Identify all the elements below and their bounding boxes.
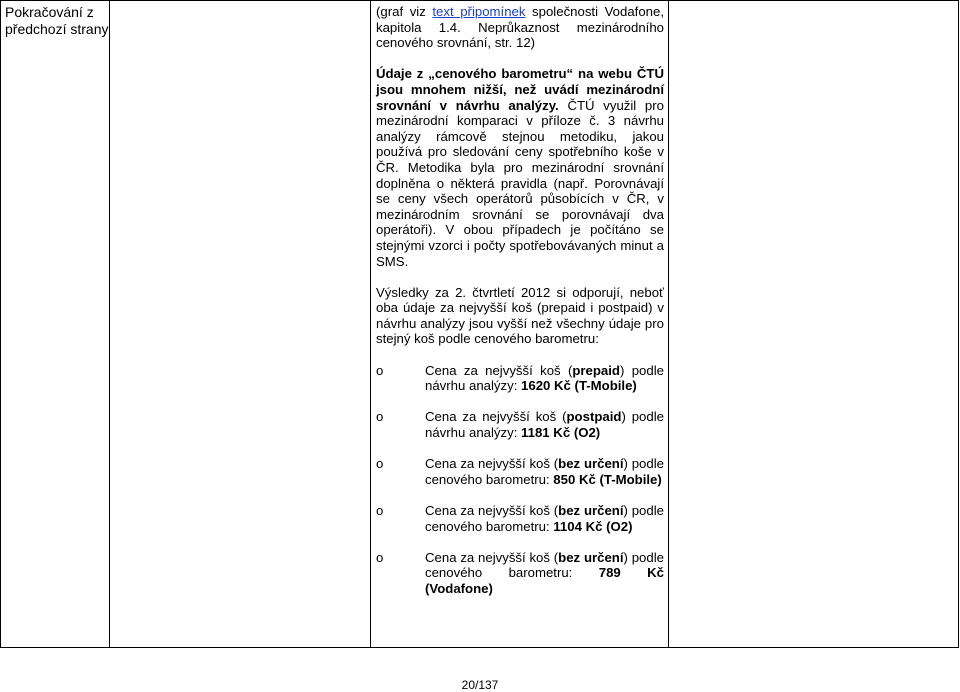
comments-link[interactable]: text připomínek: [432, 4, 526, 19]
bullet-icon: o: [376, 549, 384, 565]
price-value: 1181 Kč (O2): [521, 425, 601, 441]
barometer-paragraph: [376, 66, 664, 269]
intro-paragraph: (graf viz text připomínek společnosti Vodafone, kapitola 1.4. Neprůkaznost mezinárodního cenového srovnání, str. 12): [376, 4, 664, 51]
bullet-icon: o: [376, 362, 384, 378]
list-item: o Cena za nejvyšší koš (postpaid) podle návrhu analýzy: 1181 Kč (O2): [376, 409, 664, 441]
price-value: 1620 Kč (T-Mobile): [521, 378, 637, 394]
comment-cell: [371, 1, 669, 648]
list-item: o Cena za nejvyšší koš (prepaid) podle návrhu analýzy: 1620 Kč (T-Mobile): [376, 362, 664, 394]
bullet-icon: o: [376, 456, 384, 472]
list-item: o Cena za nejvyšší koš (bez určení) podle cenového barometru: 1104 Kč (O2): [376, 503, 664, 534]
barometer-detail: ČTÚ využil pro mezinárodní komparaci v příloze č. 3 návrhu analýzy rámcově stejnou metodiku, jakou používá pro sledování ceny spotřebního koše v ČR. Metodika byla pro mezinárodní srovnání doplněna o některá pravidla (např. Porovnávají se ceny všech operátorů působících v ČR, v mezinárodním srovnání se porovnávají dva operátoři). V obou případech je počítáno se stejnými vzorci i počty spotřebovávaných minut a SMS.: [376, 97, 664, 269]
barometer-claim: Údaje z „cenového barometru“ na webu ČTÚ jsou mnohem nižší, než uvádí mezinárodní srovnání v návrhu analýzy.: [376, 66, 664, 113]
price-value: 850 Kč (T-Mobile): [553, 471, 662, 487]
list-item: o Cena za nejvyšší koš (bez určení) podle cenového barometru: 850 Kč (T-Mobile): [376, 456, 664, 487]
table-row: [1, 1, 959, 648]
list-item: o Cena za nejvyšší koš (bez určení) podle cenového barometru: 789 Kč (Vodafone): [376, 549, 664, 596]
price-value: 1104 Kč (O2): [553, 518, 633, 534]
comment-text: [371, 1, 668, 597]
empty-cell: [110, 1, 371, 648]
price-value: 789 Kč (Vodafone): [425, 565, 664, 596]
price-list: [376, 363, 664, 597]
page-number: 20/137: [461, 678, 499, 692]
empty-cell: [669, 1, 959, 648]
results-paragraph: Výsledky za 2. čtvrtletí 2012 si odporují, neboť oba údaje za nejvyšší koš (prepaid i postpaid) v návrhu analýzy jsou vyšší než všechny údaje pro stejný koš podle cenového barometru:: [376, 284, 664, 347]
row-label-cell: [1, 1, 110, 648]
bullet-icon: o: [376, 409, 384, 425]
row-label: Pokračování z předchozí strany: [5, 4, 109, 37]
bullet-icon: o: [376, 503, 384, 518]
